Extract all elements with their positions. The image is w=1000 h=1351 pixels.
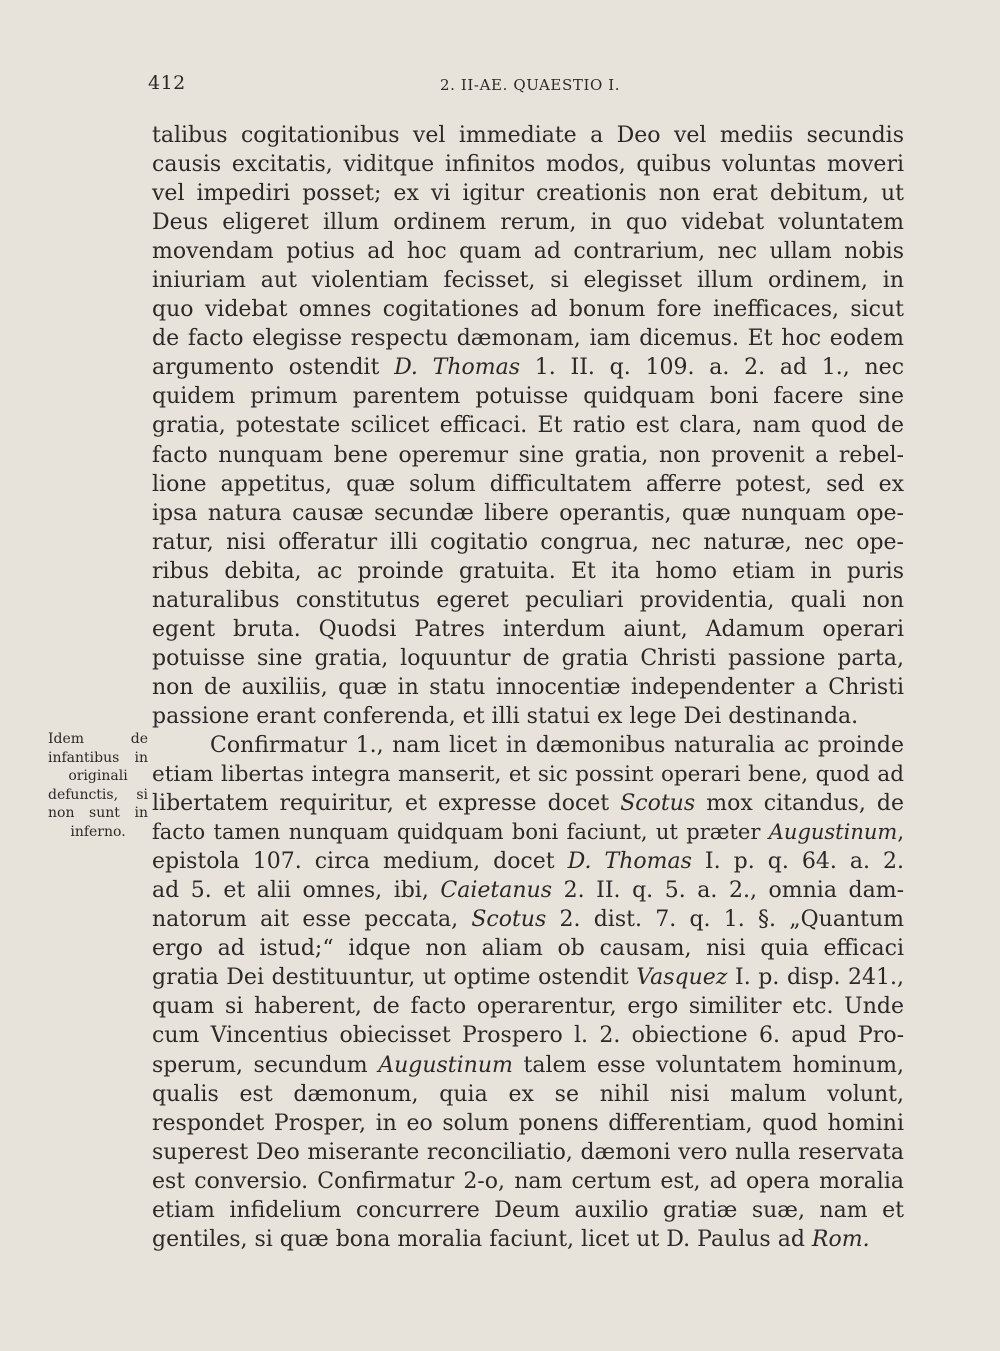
italic-name: Vasquez xyxy=(636,965,728,991)
text-line: etiam infidelium concurrere Deum auxilio gratiæ suæ, nam et xyxy=(152,1197,904,1223)
italic-name: Augustinum xyxy=(768,820,898,845)
margin-note-line: Idem de xyxy=(48,731,148,747)
text-line: movendam potius ad hoc quam ad contrarium, nec ullam nobis xyxy=(152,239,904,265)
text-line: natorum ait esse peccata, Scotus 2. dist. 7. q. 1. §. „Quantum xyxy=(152,907,904,933)
text-line: naturalibus constitutus egeret peculiari providentia, quali non xyxy=(152,587,904,613)
text-line: quo videbat omnes cogitationes ad bonum fore inefficaces, sicut xyxy=(152,297,904,323)
text-line: sperum, secundum Augustinum talem esse voluntatem hominum, xyxy=(152,1052,904,1078)
italic-name: Augustinum xyxy=(378,1052,513,1078)
text-line: ergo ad istud;“ idque non aliam ob causam, nisi quia efficaci xyxy=(152,936,904,962)
text-line: gratia, potestate scilicet efficaci. Et ratio est clara, nam quod de xyxy=(152,413,904,439)
text-line: ad 5. et alii omnes, ibi, Caietanus 2. II. q. 5. a. 2., omnia dam- xyxy=(152,878,905,904)
text-line: facto nunquam bene operemur sine gratia, non provenit a rebel- xyxy=(152,442,904,468)
text-line: quidem primum parentem potuisse quidquam boni facere sine xyxy=(152,384,904,410)
text-line: passione erant conferenda, et illi statui ex lege Dei destinanda. xyxy=(152,703,859,729)
margin-note-line: infantibus in xyxy=(48,749,148,766)
text-line: gratia Dei destituuntur, ut optime ostendit Vasquez I. p. disp. 241., xyxy=(152,965,904,991)
text-line: egent bruta. Quodsi Patres interdum aiunt, Adamum operari xyxy=(152,616,904,642)
text-line: ribus debita, ac proinde gratuita. Et ita homo etiam in puris xyxy=(152,558,904,584)
text-line: argumento ostendit D. Thomas 1. II. q. 109. a. 2. ad 1., nec xyxy=(152,355,905,381)
margin-note xyxy=(48,730,148,842)
text-line: epistola 107. circa medium, docet D. Thomas I. p. q. 64. a. 2. xyxy=(152,849,904,875)
body-text xyxy=(152,121,904,1254)
text-line: superest Deo miserante reconciliatio, dæmoni vero nulla reservata xyxy=(152,1139,904,1165)
italic-name: Caietanus xyxy=(440,878,553,904)
text-line: iniuriam aut violentiam fecisset, si elegisset illum ordinem, in xyxy=(152,268,904,294)
page-number: 412 xyxy=(148,72,186,94)
margin-note-line: inferno. xyxy=(70,823,126,840)
text-line: gentiles, si quæ bona moralia faciunt, licet ut D. Paulus ad Rom. xyxy=(152,1226,870,1252)
text-line: ipsa natura causæ secundæ libere operantis, quæ nunquam ope- xyxy=(152,500,904,526)
italic-name: Scotus xyxy=(471,907,547,933)
text-line: quam si haberent, de facto operarentur, ergo similiter etc. Unde xyxy=(152,994,904,1020)
text-line: de facto elegisse respectu dæmonam, iam dicemus. Et hoc eodem xyxy=(152,326,904,352)
text-line: libertatem requiritur, et expresse docet Scotus mox citandus, de xyxy=(152,791,904,817)
italic-name: D. Thomas xyxy=(567,849,692,875)
italic-name: Scotus xyxy=(620,791,696,817)
text-line: ratur, nisi offeratur illi cogitatio congrua, nec naturæ, nec ope- xyxy=(152,529,904,555)
text-line: cum Vincentius obiecisset Prospero l. 2. obiectione 6. apud Pro- xyxy=(152,1023,904,1049)
text-line: non de auxiliis, quæ in statu innocentiæ independenter a Christi xyxy=(152,674,904,700)
text-line: est conversio. Confirmatur 2-o, nam certum est, ad opera moralia xyxy=(152,1168,904,1194)
margin-note-line: non sunt in xyxy=(48,805,148,822)
text-line: causis excitatis, viditque infinitos modos, quibus voluntas moveri xyxy=(152,152,904,178)
text-line: respondet Prosper, in eo solum ponens differentiam, quod homini xyxy=(152,1110,904,1136)
text-line: etiam libertas integra manserit, et sic possint operari bene, quod ad xyxy=(152,762,904,788)
text-line: facto tamen nunquam quidquam boni faciunt, ut præter Augustinum, xyxy=(152,820,904,845)
text-line: Confirmatur 1., nam licet in dæmonibus naturalia ac proinde xyxy=(210,732,904,758)
text-line: Deus eligeret illum ordinem rerum, in quo videbat voluntatem xyxy=(152,210,904,236)
text-line: vel impediri posset; ex vi igitur creationis non erat debitum, ut xyxy=(152,181,904,207)
text-line: lione appetitus, quæ solum difficultatem afferre potest, sed ex xyxy=(152,471,904,497)
margin-note-line: originali xyxy=(68,768,128,785)
italic-name: D. Thomas xyxy=(394,355,521,381)
text-line: qualis est dæmonum, quia ex se nihil nisi malum volunt, xyxy=(152,1081,904,1107)
margin-note-line: defunctis, si xyxy=(48,786,148,803)
running-head: 2. II-AE. QUAESTIO I. xyxy=(440,76,621,94)
text-line: talibus cogitationibus vel immediate a Deo vel mediis secundis xyxy=(152,123,904,148)
text-line: potuisse sine gratia, loquuntur de gratia Christi passione parta, xyxy=(152,645,904,671)
italic-name: Rom. xyxy=(811,1226,870,1252)
